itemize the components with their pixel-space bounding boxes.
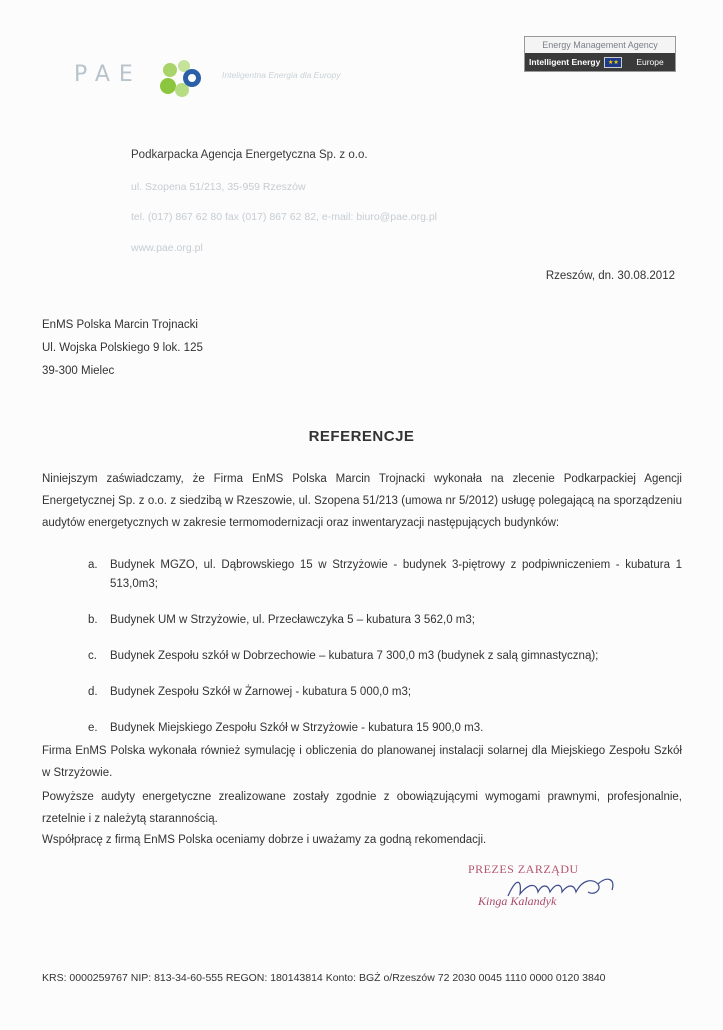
list-item [88, 647, 682, 666]
list-item [88, 719, 682, 738]
logo-tagline: Inteligentna Energia dla Europy [222, 70, 341, 80]
ema-intelligent-energy: Intelligent Energy [529, 57, 601, 67]
sender-web: www.pae.org.pl [131, 241, 203, 254]
sender-address: ul. Szopena 51/213, 35-959 Rzeszów [131, 180, 306, 193]
solar-paragraph: Firma EnMS Polska wykonała również symulację i obliczenia do planowanej instalacji solarnej dla Miejskiego Zespołu Szkół w Strzyżowie. [42, 745, 682, 779]
ema-europe: Europe [636, 57, 664, 67]
list-item [88, 683, 682, 702]
stamp-name: Kinga Kalandyk [478, 894, 557, 908]
pae-logo [74, 56, 374, 104]
recipient-block [42, 314, 203, 383]
recipient-line-3: 39-300 Mielec [42, 365, 115, 377]
logo-text: PAE [74, 62, 142, 87]
sender-name: Podkarpacka Agencja Energetyczna Sp. z o.o. [131, 149, 368, 161]
stamp-role: PREZES ZARZĄDU [468, 862, 579, 876]
list-text: Budynek Zespołu Szkół w Żarnowej - kubatura 5 000,0 m3; [110, 686, 412, 698]
list-marker: a. [88, 559, 98, 571]
letter-title: REFERENCJE [308, 428, 415, 445]
ema-bar [525, 53, 675, 71]
list-marker: c. [88, 650, 97, 662]
buildings-list [88, 556, 682, 755]
recommendation-paragraph: Współpracę z firmą EnMS Polska oceniamy dobrze i uważamy za godną rekomendacji. [42, 834, 487, 846]
ema-title: Energy Management Agency [525, 37, 675, 53]
list-text: Budynek UM w Strzyżowie, ul. Przecławczyka 5 – kubatura 3 562,0 m3; [110, 614, 475, 626]
list-marker: e. [88, 722, 98, 734]
intro-paragraph: Niniejszym zaświadczamy, że Firma EnMS Polska Marcin Trojnacki wykonała na zlecenie Podkarpackiej Agencji Energetycznej Sp. z o.o. z siedzibą w Rzeszowie, ul. Szopena 51/213 (umowa nr 5/2012) usługę polegającą na sporządzeniu audytów energetycznych w zakresie termomodernizacji oraz inwentaryzacji następujących budynków: [42, 473, 682, 529]
list-text: Budynek MGZO, ul. Dąbrowskiego 15 w Strzyżowie - budynek 3-piętrowy z podpiwniczeniem - kubatura 1 513,0m3; [110, 559, 682, 590]
list-item [88, 611, 682, 630]
signature-stamp [462, 862, 622, 922]
eu-flag-icon: ★★ [604, 57, 622, 68]
sender-block [131, 150, 437, 253]
ema-badge [524, 36, 676, 72]
compliance-paragraph: Powyższe audyty energetyczne zrealizowane zostały zgodnie z obowiązującymi wymogami prawnymi, profesjonalnie, rzetelnie i z należytą starannością. [42, 791, 682, 825]
list-item [88, 556, 682, 594]
list-text: Budynek Miejskiego Zespołu Szkół w Strzyżowie - kubatura 15 900,0 m3. [110, 722, 484, 734]
sender-contact: tel. (017) 867 62 80 fax (017) 867 62 82, e-mail: biuro@pae.org.pl [131, 211, 438, 223]
list-text: Budynek Zespołu szkół w Dobrzechowie – kubatura 7 300,0 m3 (budynek z salą gimnastyczną); [110, 650, 599, 662]
list-marker: b. [88, 614, 98, 626]
pae-logo-mark-icon [156, 56, 208, 104]
footer-registration: KRS: 0000259767 NIP: 813-34-60-555 REGON: 180143814 Konto: BGŻ o/Rzeszów 72 2030 0045 1110 0000 0120 3840 [42, 972, 606, 984]
list-marker: d. [88, 686, 98, 698]
recipient-line-2: Ul. Wojska Polskiego 9 lok. 125 [42, 342, 203, 354]
letter-date: Rzeszów, dn. 30.08.2012 [545, 270, 675, 282]
recipient-line-1: EnMS Polska Marcin Trojnacki [42, 319, 198, 331]
